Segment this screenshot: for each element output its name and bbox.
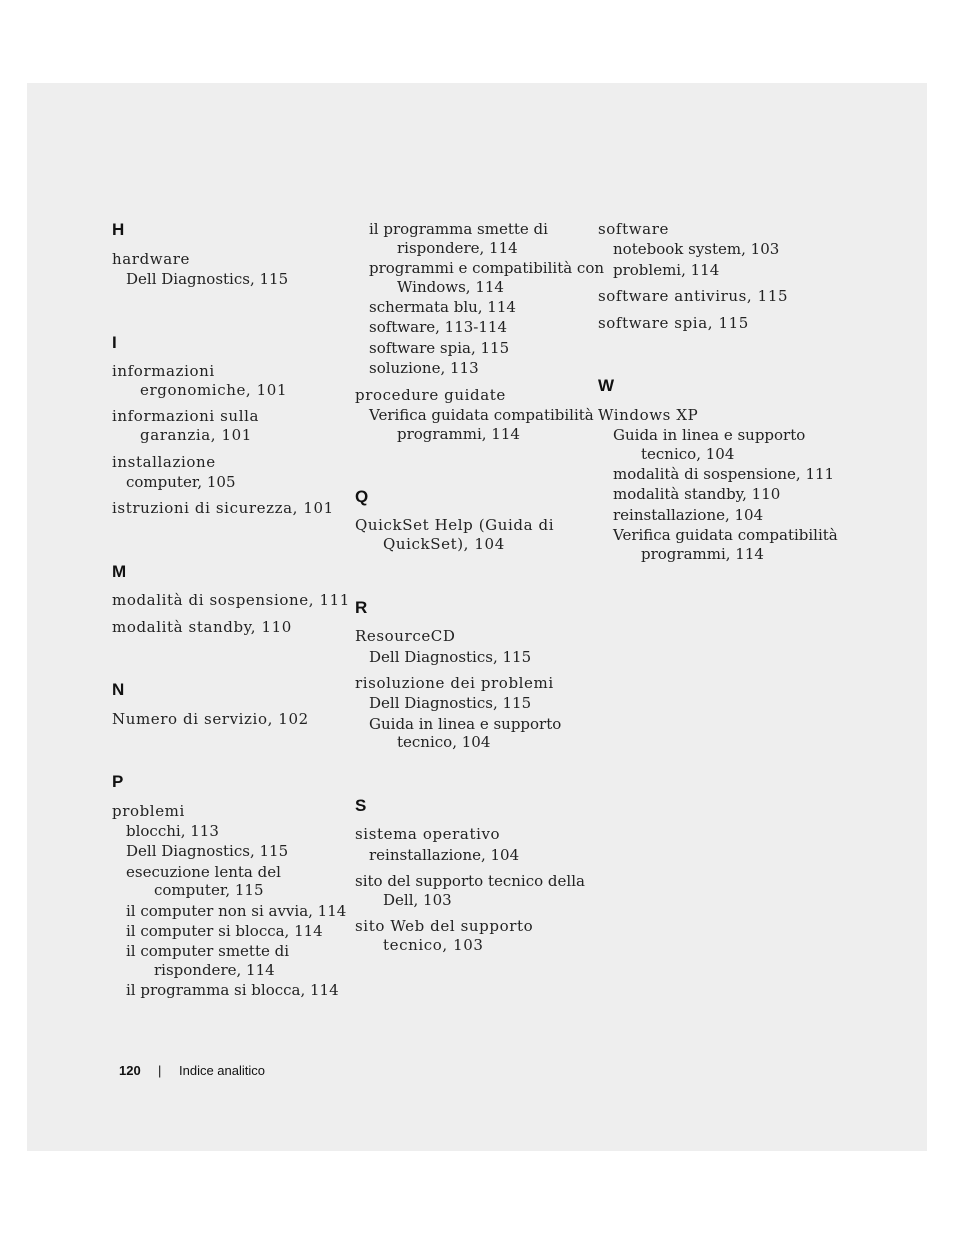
index-entry: istruzioni di sicurezza, 101 — [112, 499, 334, 517]
section-letter-p: P — [112, 772, 124, 791]
footer-separator: | — [158, 1063, 162, 1078]
index-entry: Windows XP — [598, 406, 699, 424]
index-entry: QuickSet Help (Guida di — [355, 516, 555, 534]
index-subentry: il computer si blocca, 114 — [126, 922, 323, 940]
index-subentry: modalità di sospensione, 111 — [613, 465, 835, 483]
index-entry: sito Web del supporto — [355, 917, 534, 935]
index-subentry-continuation: programmi, 114 — [397, 425, 520, 443]
index-entry: installazione — [112, 453, 216, 471]
index-subentry: Dell Diagnostics, 115 — [126, 270, 289, 288]
index-entry: modalità standby, 110 — [112, 618, 292, 636]
footer-section-title: Indice analitico — [179, 1063, 265, 1078]
index-entry-continuation: tecnico, 103 — [383, 936, 484, 954]
index-subentry: Guida in linea e supporto — [369, 715, 562, 733]
index-subentry: soluzione, 113 — [369, 359, 479, 377]
index-subentry: programmi e compatibilità con — [369, 259, 605, 277]
section-letter-q: Q — [355, 487, 369, 506]
section-letter-m: M — [112, 562, 127, 581]
index-subentry: blocchi, 113 — [126, 822, 219, 840]
index-entry: modalità di sospensione, 111 — [112, 591, 350, 609]
index-subentry: notebook system, 103 — [613, 240, 780, 258]
index-entry: Numero di servizio, 102 — [112, 710, 309, 728]
index-entry-continuation: garanzia, 101 — [140, 426, 252, 444]
index-entry: sito del supporto tecnico della — [355, 872, 585, 890]
index-subentry: Dell Diagnostics, 115 — [369, 694, 532, 712]
index-entry: software — [598, 220, 669, 238]
index-subentry: software spia, 115 — [369, 339, 510, 357]
index-entry: risoluzione dei problemi — [355, 674, 554, 692]
index-subentry-continuation: Windows, 114 — [397, 278, 504, 296]
index-subentry: Dell Diagnostics, 115 — [369, 648, 532, 666]
index-entry: software spia, 115 — [598, 314, 749, 332]
index-subentry: Guida in linea e supporto — [613, 426, 806, 444]
index-subentry-continuation: computer, 115 — [154, 881, 264, 899]
index-entry-continuation: Dell, 103 — [383, 891, 452, 909]
index-subentry-continuation: rispondere, 114 — [154, 961, 275, 979]
index-entry: procedure guidate — [355, 386, 506, 404]
index-entry: sistema operativo — [355, 825, 501, 843]
page-number: 120 — [119, 1063, 141, 1078]
index-subentry: Verifica guidata compatibilità — [613, 526, 838, 544]
index-subentry-continuation: tecnico, 104 — [641, 445, 735, 463]
index-subentry: reinstallazione, 104 — [369, 846, 520, 864]
index-subentry: Verifica guidata compatibilità — [369, 406, 594, 424]
index-subentry: il computer non si avvia, 114 — [126, 902, 347, 920]
index-subentry-continuation: rispondere, 114 — [397, 239, 518, 257]
index-entry: ResourceCD — [355, 627, 456, 645]
index-entry: hardware — [112, 250, 191, 268]
index-entry: software antivirus, 115 — [598, 287, 789, 305]
section-letter-s: S — [355, 796, 367, 815]
index-entry-continuation: QuickSet), 104 — [383, 535, 505, 553]
index-subentry: problemi, 114 — [613, 261, 720, 279]
index-subentry: esecuzione lenta del — [126, 863, 281, 881]
index-entry: informazioni sulla — [112, 407, 260, 425]
section-letter-w: W — [598, 376, 615, 395]
index-subentry: schermata blu, 114 — [369, 298, 516, 316]
section-letter-h: H — [112, 220, 125, 239]
section-letter-r: R — [355, 598, 368, 617]
index-subentry: reinstallazione, 104 — [613, 506, 764, 524]
index-entry: problemi — [112, 802, 185, 820]
section-letter-i: I — [112, 333, 117, 352]
index-subentry: software, 113-114 — [369, 318, 508, 336]
index-entry-continuation: ergonomiche, 101 — [140, 381, 288, 399]
index-subentry: computer, 105 — [126, 473, 236, 491]
index-subentry: modalità standby, 110 — [613, 485, 781, 503]
index-subentry: il computer smette di — [126, 942, 290, 960]
index-subentry: il programma si blocca, 114 — [126, 981, 339, 999]
section-letter-n: N — [112, 680, 125, 699]
index-subentry-continuation: programmi, 114 — [641, 545, 764, 563]
index-subentry: Dell Diagnostics, 115 — [126, 842, 289, 860]
index-subentry: il programma smette di — [369, 220, 548, 238]
index-subentry-continuation: tecnico, 104 — [397, 733, 491, 751]
index-entry: informazioni — [112, 362, 215, 380]
